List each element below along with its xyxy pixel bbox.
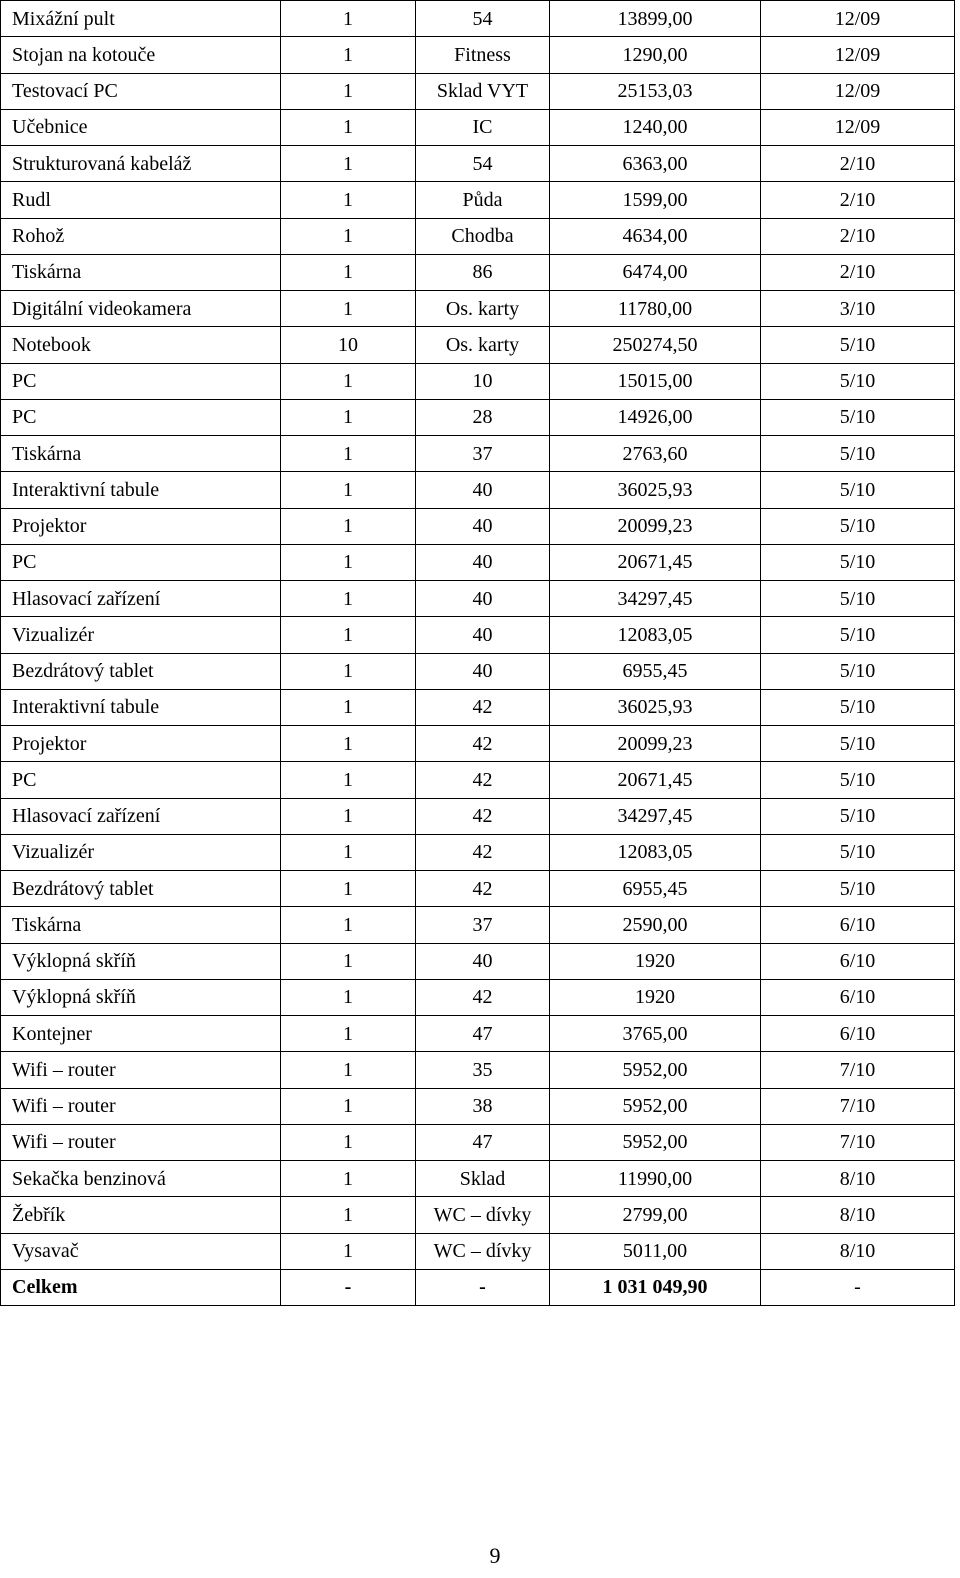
price-cell: 1920 bbox=[550, 979, 761, 1015]
item-name-cell: Rohož bbox=[1, 218, 281, 254]
price-cell: 6955,45 bbox=[550, 653, 761, 689]
total-price-cell: 1 031 049,90 bbox=[550, 1269, 761, 1305]
table-row bbox=[1, 1052, 955, 1088]
date-cell: 5/10 bbox=[761, 581, 955, 617]
price-cell: 5952,00 bbox=[550, 1052, 761, 1088]
table-row bbox=[1, 436, 955, 472]
location-cell: IC bbox=[416, 109, 550, 145]
location-cell: 40 bbox=[416, 581, 550, 617]
quantity-cell: 1 bbox=[281, 73, 416, 109]
quantity-cell: 1 bbox=[281, 871, 416, 907]
date-cell: 5/10 bbox=[761, 617, 955, 653]
date-cell: 12/09 bbox=[761, 37, 955, 73]
price-cell: 34297,45 bbox=[550, 581, 761, 617]
date-cell: 12/09 bbox=[761, 109, 955, 145]
location-cell: 42 bbox=[416, 871, 550, 907]
item-name-cell: Výklopná skříň bbox=[1, 943, 281, 979]
location-cell: Sklad bbox=[416, 1161, 550, 1197]
location-cell: 40 bbox=[416, 472, 550, 508]
table-row bbox=[1, 544, 955, 580]
table-row bbox=[1, 109, 955, 145]
price-cell: 2763,60 bbox=[550, 436, 761, 472]
date-cell: 8/10 bbox=[761, 1197, 955, 1233]
location-cell: 42 bbox=[416, 979, 550, 1015]
date-cell: 5/10 bbox=[761, 508, 955, 544]
quantity-cell: 1 bbox=[281, 907, 416, 943]
total-item-name-cell: Celkem bbox=[1, 1269, 281, 1305]
table-row bbox=[1, 218, 955, 254]
date-cell: 5/10 bbox=[761, 798, 955, 834]
table-row bbox=[1, 762, 955, 798]
price-cell: 5952,00 bbox=[550, 1088, 761, 1124]
price-cell: 14926,00 bbox=[550, 399, 761, 435]
item-name-cell: Výklopná skříň bbox=[1, 979, 281, 1015]
item-name-cell: Vysavač bbox=[1, 1233, 281, 1269]
quantity-cell: 1 bbox=[281, 254, 416, 290]
price-cell: 2799,00 bbox=[550, 1197, 761, 1233]
location-cell: Os. karty bbox=[416, 327, 550, 363]
quantity-cell: 1 bbox=[281, 146, 416, 182]
location-cell: 40 bbox=[416, 943, 550, 979]
price-cell: 11990,00 bbox=[550, 1161, 761, 1197]
item-name-cell: Testovací PC bbox=[1, 73, 281, 109]
quantity-cell: 1 bbox=[281, 1016, 416, 1052]
item-name-cell: Interaktivní tabule bbox=[1, 689, 281, 725]
price-cell: 1920 bbox=[550, 943, 761, 979]
item-name-cell: Kontejner bbox=[1, 1016, 281, 1052]
price-cell: 15015,00 bbox=[550, 363, 761, 399]
price-cell: 11780,00 bbox=[550, 291, 761, 327]
location-cell: 28 bbox=[416, 399, 550, 435]
price-cell: 5011,00 bbox=[550, 1233, 761, 1269]
price-cell: 36025,93 bbox=[550, 472, 761, 508]
item-name-cell: Mixážní pult bbox=[1, 1, 281, 37]
item-name-cell: Strukturovaná kabeláž bbox=[1, 146, 281, 182]
quantity-cell: 1 bbox=[281, 1, 416, 37]
location-cell: 42 bbox=[416, 762, 550, 798]
location-cell: 40 bbox=[416, 617, 550, 653]
date-cell: 2/10 bbox=[761, 182, 955, 218]
price-cell: 5952,00 bbox=[550, 1124, 761, 1160]
location-cell: 37 bbox=[416, 436, 550, 472]
table-row bbox=[1, 907, 955, 943]
price-cell: 6363,00 bbox=[550, 146, 761, 182]
date-cell: 5/10 bbox=[761, 726, 955, 762]
item-name-cell: Žebřík bbox=[1, 1197, 281, 1233]
date-cell: 6/10 bbox=[761, 979, 955, 1015]
quantity-cell: 1 bbox=[281, 109, 416, 145]
item-name-cell: Vizualizér bbox=[1, 617, 281, 653]
price-cell: 20099,23 bbox=[550, 726, 761, 762]
price-cell: 13899,00 bbox=[550, 1, 761, 37]
item-name-cell: Digitální videokamera bbox=[1, 291, 281, 327]
table-row bbox=[1, 291, 955, 327]
location-cell: 42 bbox=[416, 834, 550, 870]
table-row bbox=[1, 508, 955, 544]
table-row bbox=[1, 146, 955, 182]
date-cell: 12/09 bbox=[761, 1, 955, 37]
location-cell: 40 bbox=[416, 653, 550, 689]
item-name-cell: Rudl bbox=[1, 182, 281, 218]
price-cell: 12083,05 bbox=[550, 834, 761, 870]
table-row bbox=[1, 726, 955, 762]
date-cell: 12/09 bbox=[761, 73, 955, 109]
date-cell: 5/10 bbox=[761, 399, 955, 435]
table-row bbox=[1, 254, 955, 290]
table-row bbox=[1, 581, 955, 617]
price-cell: 4634,00 bbox=[550, 218, 761, 254]
item-name-cell: Tiskárna bbox=[1, 254, 281, 290]
location-cell: 47 bbox=[416, 1016, 550, 1052]
item-name-cell: Hlasovací zařízení bbox=[1, 581, 281, 617]
price-cell: 2590,00 bbox=[550, 907, 761, 943]
price-cell: 1240,00 bbox=[550, 109, 761, 145]
location-cell: 10 bbox=[416, 363, 550, 399]
table-body bbox=[1, 1, 955, 1306]
price-cell: 1290,00 bbox=[550, 37, 761, 73]
location-cell: 40 bbox=[416, 544, 550, 580]
table-row bbox=[1, 1088, 955, 1124]
location-cell: 35 bbox=[416, 1052, 550, 1088]
item-name-cell: Projektor bbox=[1, 726, 281, 762]
quantity-cell: 1 bbox=[281, 581, 416, 617]
date-cell: 7/10 bbox=[761, 1124, 955, 1160]
quantity-cell: 1 bbox=[281, 943, 416, 979]
item-name-cell: Wifi – router bbox=[1, 1088, 281, 1124]
date-cell: 2/10 bbox=[761, 146, 955, 182]
location-cell: 54 bbox=[416, 146, 550, 182]
table-row bbox=[1, 617, 955, 653]
item-name-cell: Wifi – router bbox=[1, 1124, 281, 1160]
quantity-cell: 1 bbox=[281, 291, 416, 327]
table-row bbox=[1, 798, 955, 834]
quantity-cell: 1 bbox=[281, 798, 416, 834]
location-cell: WC – dívky bbox=[416, 1233, 550, 1269]
location-cell: Chodba bbox=[416, 218, 550, 254]
date-cell: 5/10 bbox=[761, 653, 955, 689]
price-cell: 6955,45 bbox=[550, 871, 761, 907]
date-cell: 5/10 bbox=[761, 689, 955, 725]
quantity-cell: 1 bbox=[281, 1197, 416, 1233]
price-cell: 25153,03 bbox=[550, 73, 761, 109]
price-cell: 20671,45 bbox=[550, 762, 761, 798]
quantity-cell: 1 bbox=[281, 436, 416, 472]
location-cell: 42 bbox=[416, 689, 550, 725]
table-row bbox=[1, 399, 955, 435]
total-quantity-cell: - bbox=[281, 1269, 416, 1305]
item-name-cell: Vizualizér bbox=[1, 834, 281, 870]
quantity-cell: 1 bbox=[281, 399, 416, 435]
quantity-cell: 10 bbox=[281, 327, 416, 363]
table-row bbox=[1, 943, 955, 979]
item-name-cell: Bezdrátový tablet bbox=[1, 871, 281, 907]
quantity-cell: 1 bbox=[281, 1088, 416, 1124]
location-cell: 47 bbox=[416, 1124, 550, 1160]
location-cell: 38 bbox=[416, 1088, 550, 1124]
total-date-cell: - bbox=[761, 1269, 955, 1305]
date-cell: 5/10 bbox=[761, 436, 955, 472]
quantity-cell: 1 bbox=[281, 653, 416, 689]
date-cell: 5/10 bbox=[761, 327, 955, 363]
price-cell: 20099,23 bbox=[550, 508, 761, 544]
date-cell: 7/10 bbox=[761, 1052, 955, 1088]
table-row bbox=[1, 363, 955, 399]
location-cell: Sklad VYT bbox=[416, 73, 550, 109]
quantity-cell: 1 bbox=[281, 544, 416, 580]
total-location-cell: - bbox=[416, 1269, 550, 1305]
item-name-cell: PC bbox=[1, 544, 281, 580]
table-row bbox=[1, 73, 955, 109]
item-name-cell: Učebnice bbox=[1, 109, 281, 145]
date-cell: 5/10 bbox=[761, 544, 955, 580]
table-row bbox=[1, 1161, 955, 1197]
item-name-cell: Notebook bbox=[1, 327, 281, 363]
price-cell: 36025,93 bbox=[550, 689, 761, 725]
date-cell: 5/10 bbox=[761, 363, 955, 399]
quantity-cell: 1 bbox=[281, 218, 416, 254]
table-row bbox=[1, 1233, 955, 1269]
location-cell: Fitness bbox=[416, 37, 550, 73]
table-row bbox=[1, 1016, 955, 1052]
quantity-cell: 1 bbox=[281, 182, 416, 218]
price-cell: 20671,45 bbox=[550, 544, 761, 580]
item-name-cell: Stojan na kotouče bbox=[1, 37, 281, 73]
table-row bbox=[1, 979, 955, 1015]
location-cell: 54 bbox=[416, 1, 550, 37]
item-name-cell: PC bbox=[1, 363, 281, 399]
quantity-cell: 1 bbox=[281, 508, 416, 544]
location-cell: 42 bbox=[416, 726, 550, 762]
quantity-cell: 1 bbox=[281, 1161, 416, 1197]
table-row bbox=[1, 871, 955, 907]
item-name-cell: PC bbox=[1, 762, 281, 798]
table-row bbox=[1, 182, 955, 218]
table-row bbox=[1, 1, 955, 37]
page-number: 9 bbox=[489, 1543, 501, 1568]
quantity-cell: 1 bbox=[281, 762, 416, 798]
date-cell: 6/10 bbox=[761, 907, 955, 943]
table-row bbox=[1, 653, 955, 689]
price-cell: 34297,45 bbox=[550, 798, 761, 834]
price-cell: 12083,05 bbox=[550, 617, 761, 653]
quantity-cell: 1 bbox=[281, 726, 416, 762]
item-name-cell: Bezdrátový tablet bbox=[1, 653, 281, 689]
quantity-cell: 1 bbox=[281, 1052, 416, 1088]
item-name-cell: Tiskárna bbox=[1, 907, 281, 943]
date-cell: 2/10 bbox=[761, 218, 955, 254]
quantity-cell: 1 bbox=[281, 979, 416, 1015]
table-row bbox=[1, 37, 955, 73]
item-name-cell: Tiskárna bbox=[1, 436, 281, 472]
price-cell: 250274,50 bbox=[550, 327, 761, 363]
table-row bbox=[1, 472, 955, 508]
location-cell: WC – dívky bbox=[416, 1197, 550, 1233]
quantity-cell: 1 bbox=[281, 37, 416, 73]
table-row bbox=[1, 1124, 955, 1160]
quantity-cell: 1 bbox=[281, 472, 416, 508]
date-cell: 2/10 bbox=[761, 254, 955, 290]
table-row bbox=[1, 327, 955, 363]
quantity-cell: 1 bbox=[281, 1124, 416, 1160]
location-cell: 86 bbox=[416, 254, 550, 290]
item-name-cell: Interaktivní tabule bbox=[1, 472, 281, 508]
quantity-cell: 1 bbox=[281, 1233, 416, 1269]
date-cell: 5/10 bbox=[761, 834, 955, 870]
date-cell: 5/10 bbox=[761, 871, 955, 907]
quantity-cell: 1 bbox=[281, 689, 416, 725]
location-cell: 40 bbox=[416, 508, 550, 544]
date-cell: 6/10 bbox=[761, 943, 955, 979]
date-cell: 5/10 bbox=[761, 472, 955, 508]
date-cell: 8/10 bbox=[761, 1233, 955, 1269]
table-row bbox=[1, 689, 955, 725]
location-cell: Půda bbox=[416, 182, 550, 218]
item-name-cell: Hlasovací zařízení bbox=[1, 798, 281, 834]
quantity-cell: 1 bbox=[281, 834, 416, 870]
price-cell: 3765,00 bbox=[550, 1016, 761, 1052]
date-cell: 7/10 bbox=[761, 1088, 955, 1124]
date-cell: 3/10 bbox=[761, 291, 955, 327]
item-name-cell: Wifi – router bbox=[1, 1052, 281, 1088]
quantity-cell: 1 bbox=[281, 363, 416, 399]
table-row bbox=[1, 834, 955, 870]
item-name-cell: Sekačka benzinová bbox=[1, 1161, 281, 1197]
location-cell: Os. karty bbox=[416, 291, 550, 327]
item-name-cell: Projektor bbox=[1, 508, 281, 544]
item-name-cell: PC bbox=[1, 399, 281, 435]
location-cell: 37 bbox=[416, 907, 550, 943]
date-cell: 8/10 bbox=[761, 1161, 955, 1197]
price-cell: 1599,00 bbox=[550, 182, 761, 218]
table-row bbox=[1, 1197, 955, 1233]
date-cell: 6/10 bbox=[761, 1016, 955, 1052]
quantity-cell: 1 bbox=[281, 617, 416, 653]
location-cell: 42 bbox=[416, 798, 550, 834]
total-row bbox=[1, 1269, 955, 1305]
date-cell: 5/10 bbox=[761, 762, 955, 798]
price-cell: 6474,00 bbox=[550, 254, 761, 290]
